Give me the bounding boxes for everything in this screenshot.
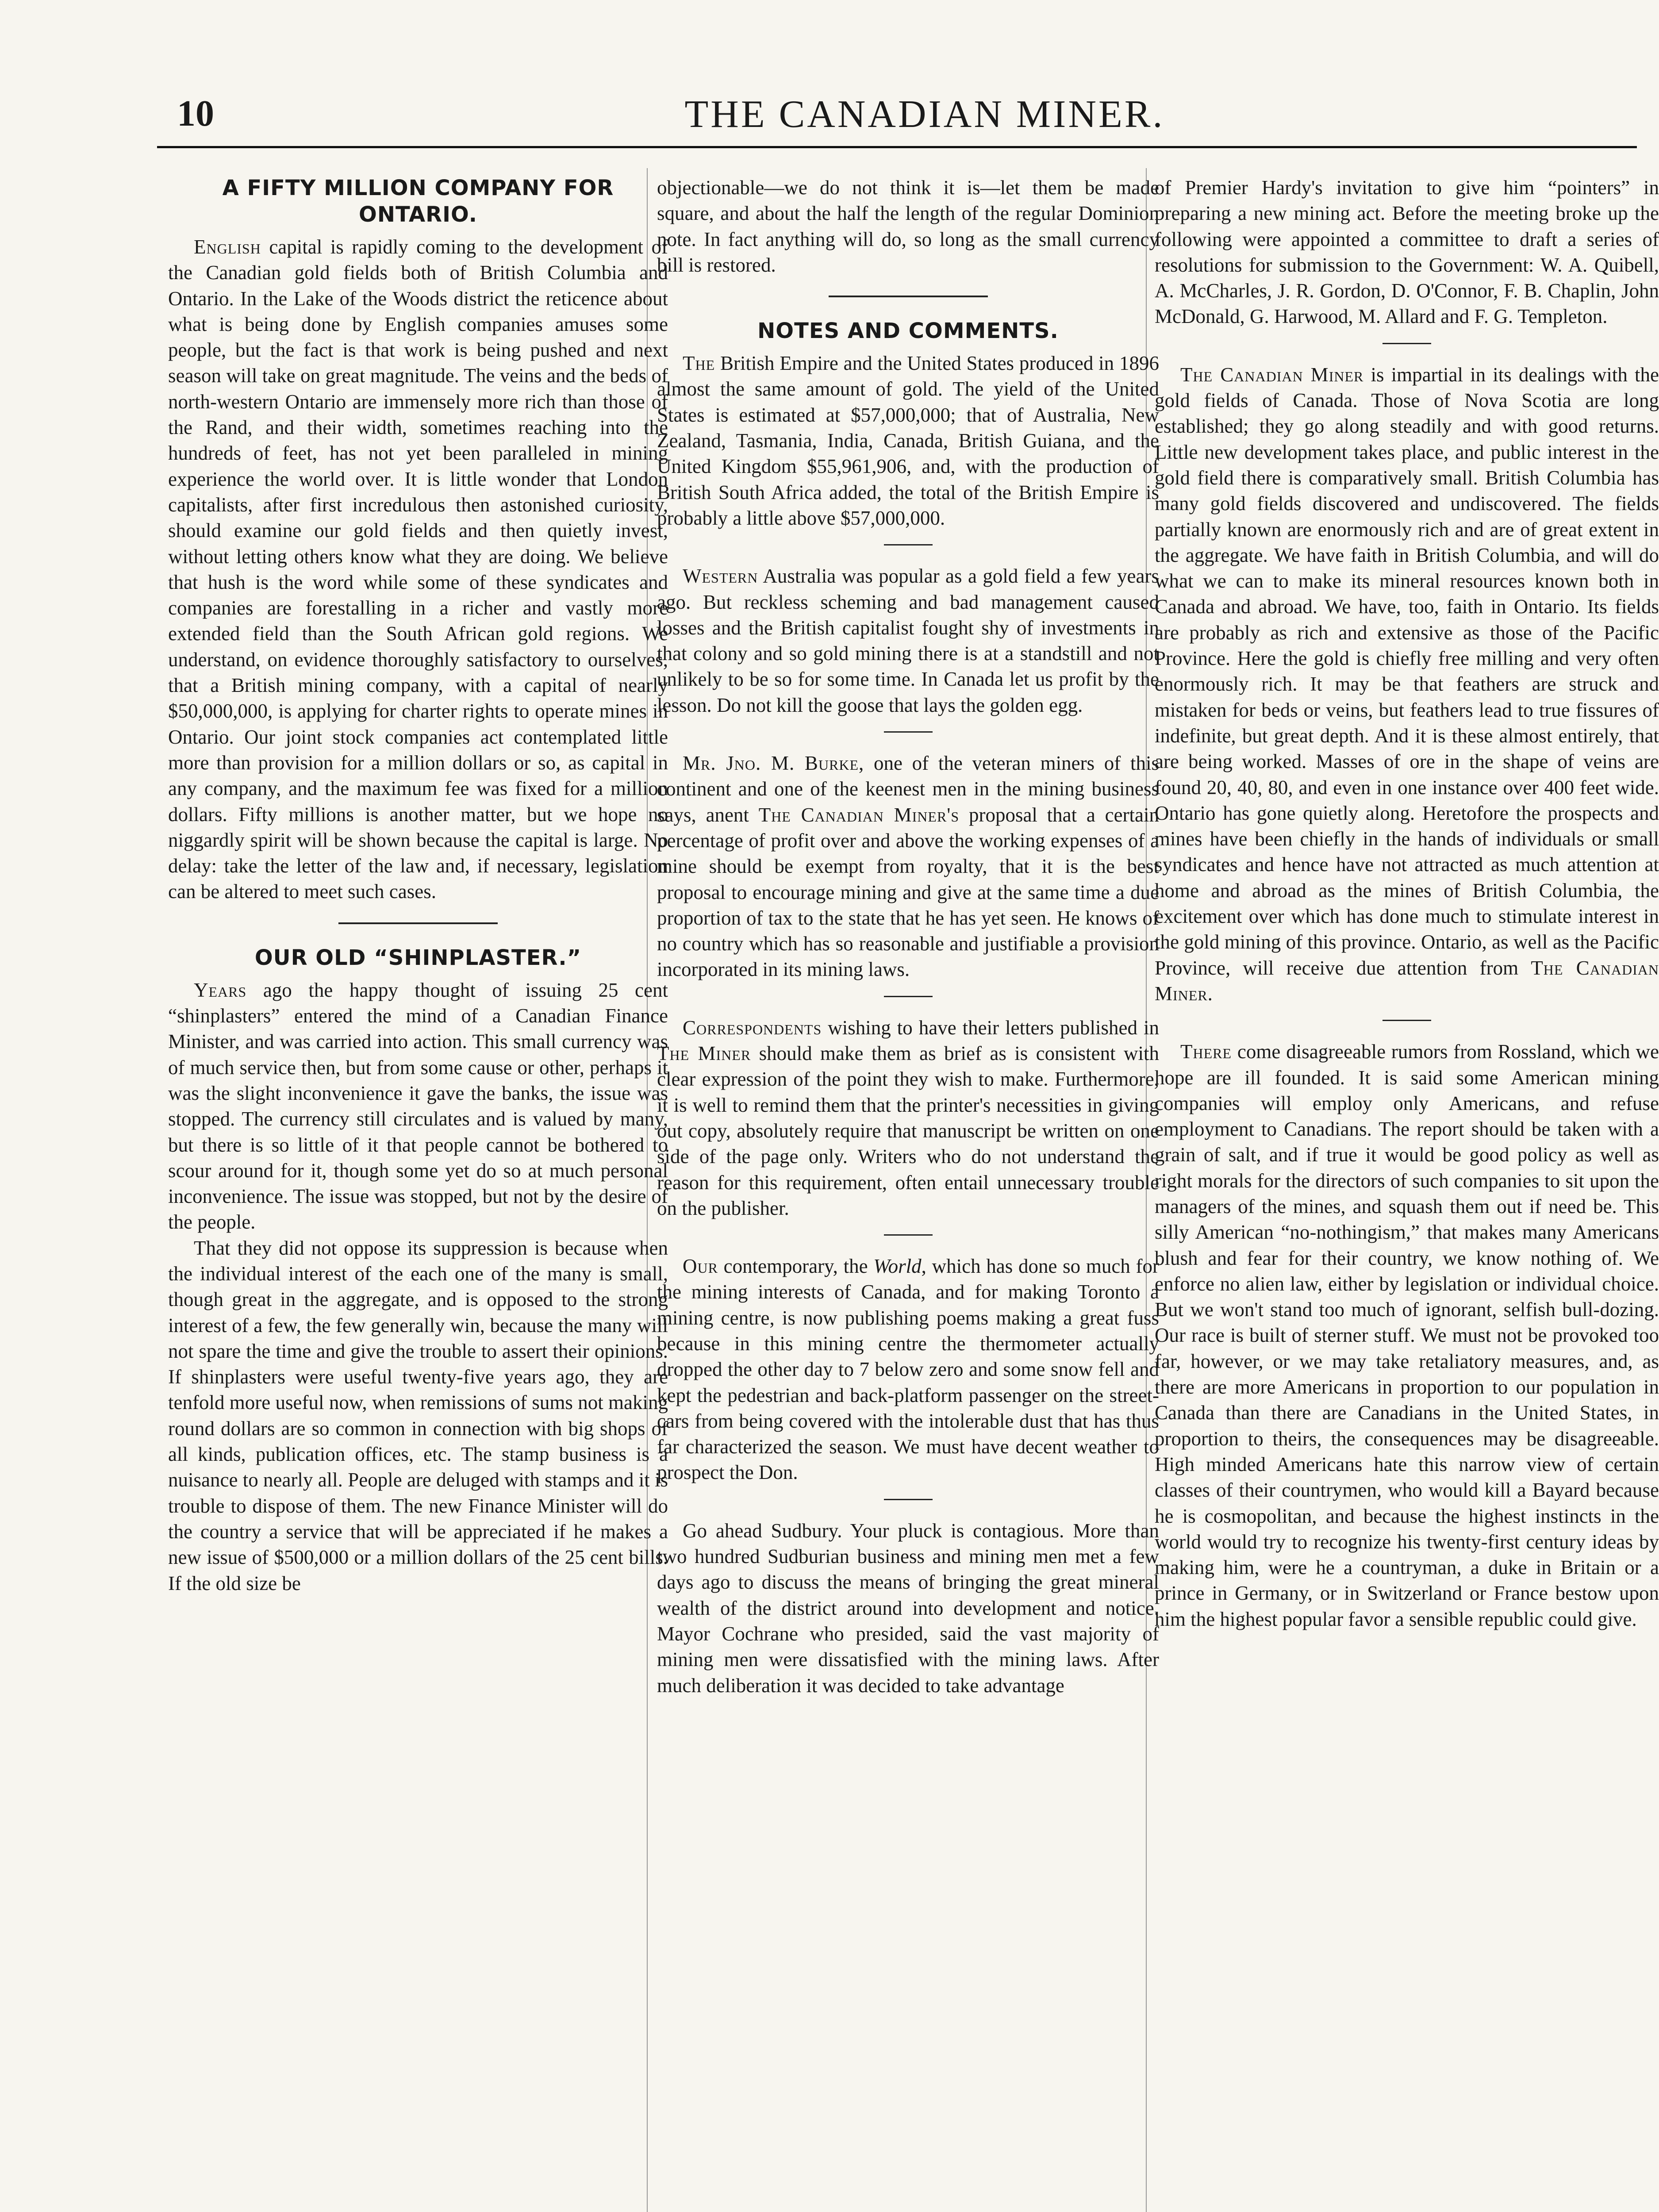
- article-shinplaster-p2: That they did not oppose its suppression is because when the individual interest of the each one of the many is small, though great in the aggregate, and is opposed to the strong interest of a few, the few generally win, because the many will not spare the time and give the trouble to assert their opinions. If shinplasters were useful twenty-five years ago, they are tenfold more useful now, when remissions of sums not making round dollars are so common in connection with big shops of all kinds, publication offices, etc. The stamp business is a nuisance to nearly all. People are deluged with stamps and it is trouble to dispose of them. The new Finance Minister will do the country a service that will be appreciated if he makes a new issue of $500,000 or a million dollars of the 25 cent bills. If the old size be: [168, 1237, 668, 1594]
- note-text: is impartial in its dealings with the gold fields of Canada. Those of Nova Scotia are long established; they go along steadily and with good returns. Little new development takes place, and public interest in the gold field there is comparatively small. British Columbia has many gold fields discovered and undiscovered. The fields partially known are enormously rich and are of great extent in the aggregate. We have faith in British Columbia, and will do what we can to make its mineral resources known both in Canada and abroad. We have, too, faith in Ontario. Its fields are probably as rich and extensive as those of the Pacific Province. Here the gold is chiefly free milling and very often enormously rich. It may be that feathers are struck and mistaken for beds or veins, but feathers lead to true fissures of indefinite, but great depth. And it is these almost entirely, that are being worked. Masses of ore in the shape of veins are found 20, 40, 80, and even in one instance over 400 feet wide. Ontario has gone quietly along. Heretofore the prospects and mines have been chiefly in the hands of individuals or small syndicates and hence have not attracted as much attention at home and abroad as the mines of British Columbia, the excitement over which has done much to stimulate interest in the gold mining of this province. Ontario, as well as the Pacific Province, will receive due attention from: [1155, 363, 1659, 979]
- article-shinplaster-continued: objectionable—we do not think it is—let them be made square, and about the half the length of the regular Dominion note. In fact anything will do, so long as the small currency bill is restored.: [657, 177, 1159, 276]
- note-sudbury-continued: of Premier Hardy's invitation to give him “pointers” in preparing a new mining act. Before the meeting broke up the following were appointed a committee to draft a series of resolutions for submission to the Government: W. A. Quibell, A. McCharles, J. R. Gordon, D. O'Connor, F. B. Chaplin, John McDonald, G. Harwood, M. Allard and F. G. Templeton.: [1155, 177, 1659, 328]
- note-divider: [1382, 1020, 1431, 1021]
- note-sudbury: Go ahead Sudbury. Your pluck is contagious. More than two hundred Sudburian business and mining men met a few days ago to discuss the means of bringing the great mineral wealth of the district around into development and notice. Mayor Cochrane who presided, said the vast majority of mining men were dissatisfied with the mining laws. After much deliberation it was decided to take advantage: [657, 1519, 1159, 1697]
- headline-fifty-million: A FIFTY MILLION COMPANY FOR ONTARIO.: [222, 176, 614, 227]
- article-shinplaster-p1: [168, 977, 668, 1235]
- lead-word: English: [194, 236, 261, 258]
- headline-notes-comments: NOTES AND COMMENTS.: [757, 319, 1059, 344]
- lead-word: Years: [194, 979, 247, 1001]
- note-world: [657, 1253, 1159, 1486]
- lead-word: The Canadian Miner: [1180, 363, 1364, 386]
- paper-name: The Canadian Miner.: [1155, 956, 1659, 1005]
- headline-shinplaster: OUR OLD “SHINPLASTER.”: [254, 945, 582, 970]
- note-burke: [657, 750, 1159, 983]
- note-text: one of the veteran miners of this continent and one of the keenest men in the mining business says, anent: [657, 752, 1159, 826]
- note-text: contemporary, the: [718, 1255, 874, 1278]
- note-impartial: [1155, 362, 1659, 1006]
- note-western-australia: [657, 563, 1159, 718]
- note-text: wishing to have their letters published in: [822, 1016, 1159, 1039]
- lead-word: There: [1180, 1041, 1232, 1063]
- article-text: ago the happy thought of issuing 25 cent “shinplasters” entered the mind of a Canadian Finance Minister, and was carried into action. This small currency was of much service then, but from some cause or other, perhaps it was the slight inconvenience it gave the banks, the issue was stopped. The currency still circulates and is valued by many, but there is so little of it that people cannot be bothered to scour around for it, though some yet do so at much personal inconvenience. The issue was stopped, but not by the desire of the people.: [168, 979, 668, 1233]
- section-divider: [338, 922, 498, 924]
- lead-word: Correspondents: [683, 1016, 822, 1039]
- note-text: , which has done so much for the mining interests of Canada, and for making Toronto a mining centre, is now publishing poems making a great fuss because in this mining centre the thermometer actually dropped the other day to 7 below zero and some snow fell and kept the pedestrian and back-platform passenger on the street-cars from being covered with the intolerable dust that has thus far characterized the season. We must have decent weather to prospect the Don.: [657, 1255, 1159, 1484]
- note-divider: [884, 544, 933, 545]
- newspaper-title: World: [873, 1255, 922, 1278]
- lead-word: Mr. Jno. M. Burke,: [683, 752, 864, 775]
- masthead-title: THE CANADIAN MINER.: [684, 93, 1165, 136]
- note-text: should make them as brief as is consistent with clear expression of the point they wish to make. Furthermore, it is well to remind them that the printer's necessities in giving out copy, absolutely require that manuscript be written on one side of the page only. Writers who do not understand the reason for this requirement, often entail unnecessary trouble on the publisher.: [657, 1042, 1159, 1219]
- paper-name: The Miner: [657, 1042, 751, 1065]
- note-text: come disagreeable rumors from Rossland, which we hope are ill founded. It is said some American mining companies will employ only Americans, and refuse employment to Canadians. The report should be taken with a grain of salt, and if true it would be good policy as well as right morals for the directors of such companies to sit upon the managers of the mines, and squash them out if need be. This silly American “no-nothingism,” that makes many Americans blush and fear for their country, we know nothing of. We enforce no alien law, either by legislation or individual choice. But we won't stand too much of ignorant, selfish bull-dozing. Our race is built of sterner stuff. We must not be provoked too far, however, or we may take retaliatory measures, and, as there are more Americans in proportion to our population in Canada than there are Canadians in the United States, in proportion to theirs, the consequences may be disagreeable. High minded Americans hate this narrow view of certain classes of their countrymen, who would kill a Bayard because he is cosmopolitan, and because the highest instincts in the world would try to recognize his twenty-first century ideas by making him, were he a countryman, a duke in Britain or a prince in Germany, or in Switzerland or France bestow upon him the highest popular favor a sensible republic could give.: [1155, 1041, 1659, 1630]
- column-1: [168, 175, 668, 2212]
- note-british-empire: [657, 350, 1159, 531]
- article-fifty-million: [168, 234, 668, 905]
- note-rossland: [1155, 1039, 1659, 1632]
- note-divider: [884, 731, 933, 733]
- header-rule: [157, 146, 1637, 148]
- lead-word: Western: [683, 565, 758, 588]
- section-divider: [829, 296, 988, 297]
- note-divider: [1382, 343, 1431, 344]
- lead-word: Our: [683, 1255, 718, 1278]
- note-text: British Empire and the United States produced in 1896 almost the same amount of gold. The yield of the United States is estimated at $57,000,000; that of Australia, New Zealand, Tasmania, India, Canada, British Guiana, and the United Kingdom $55,961,906, and, with the production of British South Africa added, the total of the British Empire is probably a little above $57,000,000.: [657, 352, 1159, 529]
- lead-word: The: [683, 352, 715, 375]
- note-correspondents: [657, 1015, 1159, 1221]
- note-divider: [884, 1499, 933, 1500]
- note-divider: [884, 1234, 933, 1236]
- note-text: Australia was popular as a gold field a few years ago. But reckless scheming and bad management caused losses and the British capitalist fought shy of investments in that colony and so gold mining there is at a standstill and not unlikely to be so for some time. In Canada let us profit by the lesson. Do not kill the goose that lays the golden egg.: [657, 565, 1159, 716]
- note-divider: [884, 996, 933, 997]
- column-3: [1155, 175, 1659, 2212]
- paper-name: The Canadian Miner's: [758, 803, 960, 826]
- article-text: capital is rapidly coming to the development of the Canadian gold fields both of British Columbia and Ontario. In the Lake of the Woods district the reticence about what is being done by English companies amuses some people, but the fact is that work is being pushed and next season will take on great magnitude. The veins and the beds of north-western Ontario are immensely more rich than those of the Rand, and their width, sometimes reaching into the hundreds of feet, has not yet been paralleled in mining experience the world over. It is little wonder that London capitalists, after first incredulous then astonished curiosity, should examine our gold fields and then quietly invest, without letting others know what they are doing. We believe that hush is the word while some of these syndicates and companies are forestalling in a richer and vastly more extended field than the South African gold regions. We understand, on evidence thoroughly satisfactory to ourselves, that a British mining company, with a capital of nearly $50,000,000, is applying for charter rights to operate mines in Ontario. Our joint stock companies act contemplated little more than provision for a million dollars or so, as capital in any company, and the maximum fee was fixed for a million dollars. Fifty millions is another matter, but we hope no niggardly spirit will be shown because the capital is large. No delay: take the letter of the law and, if necessary, legislation can be altered to meet such cases.: [168, 236, 668, 903]
- note-text: proposal that a certain percentage of profit over and above the working expenses of a mine should be exempt from royalty, that it is the best proposal to encourage mining and give at the same time a due proportion of tax to the state that he has yet seen. He knows of no country which has so reasonable and justifiable a provision incorporated in its mining laws.: [657, 803, 1159, 981]
- page-number: 10: [177, 93, 214, 134]
- column-2: [657, 175, 1159, 2212]
